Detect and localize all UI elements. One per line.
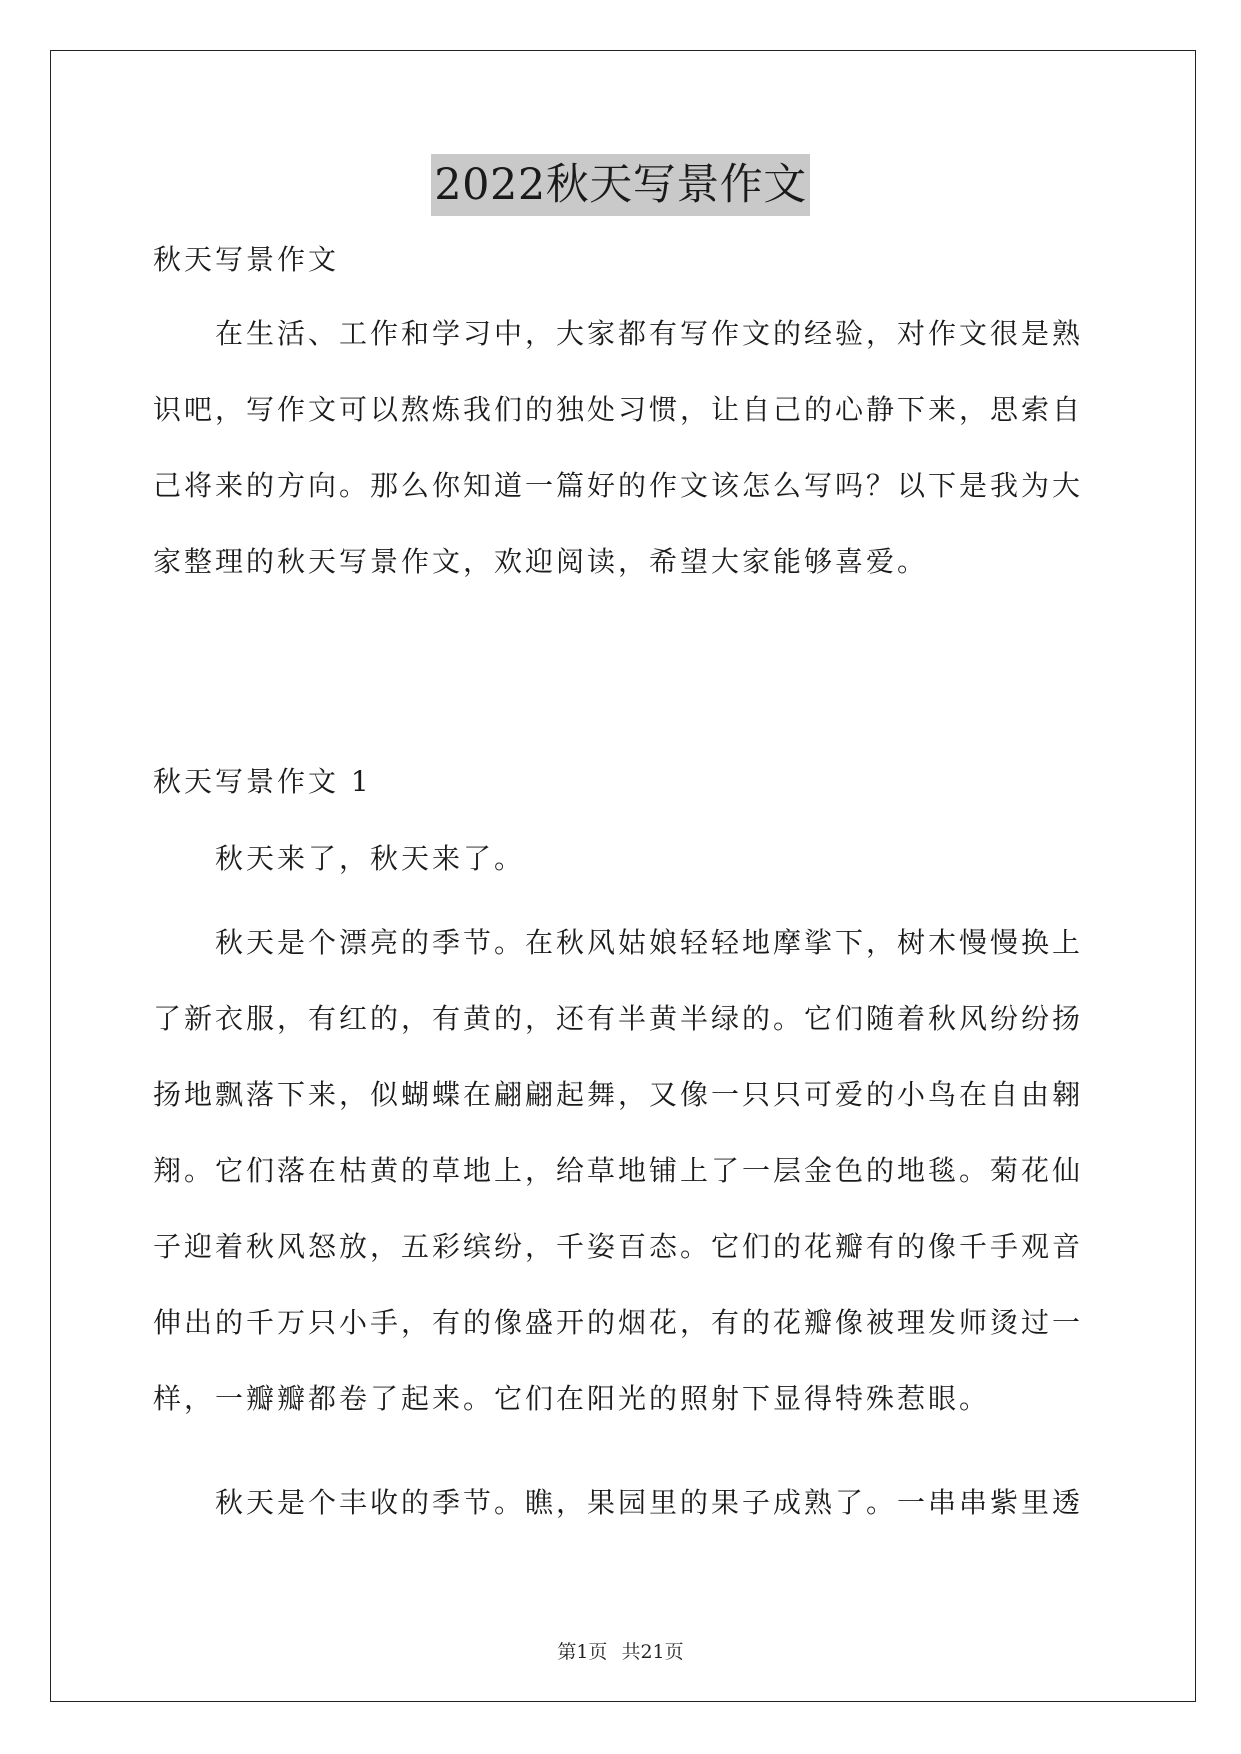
intro-line-1: 在生活、工作和学习中，大家都有写作文的经验，对作文很是熟 <box>215 317 1084 350</box>
intro-line-2: 识吧，写作文可以熬炼我们的独处习惯，让自己的心静下来，思索自 <box>153 393 1084 426</box>
paragraph-2-line-7: 样，一瓣瓣都卷了起来。它们在阳光的照射下显得特殊惹眼。 <box>153 1382 991 1415</box>
paragraph-1 <box>153 821 1095 897</box>
intro-paragraph <box>153 296 1095 600</box>
paragraph-2-line-3: 扬地飘落下来，似蝴蝶在翩翩起舞，又像一只只可爱的小鸟在自由翱 <box>153 1078 1084 1111</box>
section-heading: 秋天写景作文 1 <box>153 765 372 798</box>
page-total: 共21页 <box>621 1641 684 1663</box>
document-title: 2022秋天写景作文 <box>431 154 809 216</box>
paragraph-2-line-6: 伸出的千万只小手，有的像盛开的烟花，有的花瓣像被理发师烫过一 <box>153 1306 1084 1339</box>
paragraph-2-line-2: 了新衣服，有红的，有黄的，还有半黄半绿的。它们随着秋风纷纷扬 <box>153 1002 1084 1035</box>
paragraph-2-line-1: 秋天是个漂亮的季节。在秋风姑娘轻轻地摩挲下，树木慢慢换上 <box>215 926 1084 959</box>
title-container <box>0 154 1241 216</box>
paragraph-2-line-4: 翔。它们落在枯黄的草地上，给草地铺上了一层金色的地毯。菊花仙 <box>153 1154 1084 1187</box>
paragraph-2-line-5: 子迎着秋风怒放，五彩缤纷，千姿百态。它们的花瓣有的像千手观音 <box>153 1230 1084 1263</box>
paragraph-3 <box>153 1465 1095 1541</box>
intro-line-4: 家整理的秋天写景作文，欢迎阅读，希望大家能够喜爱。 <box>153 545 929 578</box>
intro-line-3: 己将来的方向。那么你知道一篇好的作文该怎么写吗？以下是我为大 <box>153 469 1084 502</box>
paragraph-3-line-1: 秋天是个丰收的季节。瞧，果园里的果子成熟了。一串串紫里透 <box>215 1486 1084 1519</box>
paragraph-1-line-1: 秋天来了，秋天来了。 <box>215 842 526 875</box>
page-footer <box>0 1637 1241 1664</box>
paragraph-2 <box>153 905 1095 1437</box>
subtitle: 秋天写景作文 <box>153 243 340 276</box>
page-number: 第1页 <box>557 1641 608 1663</box>
